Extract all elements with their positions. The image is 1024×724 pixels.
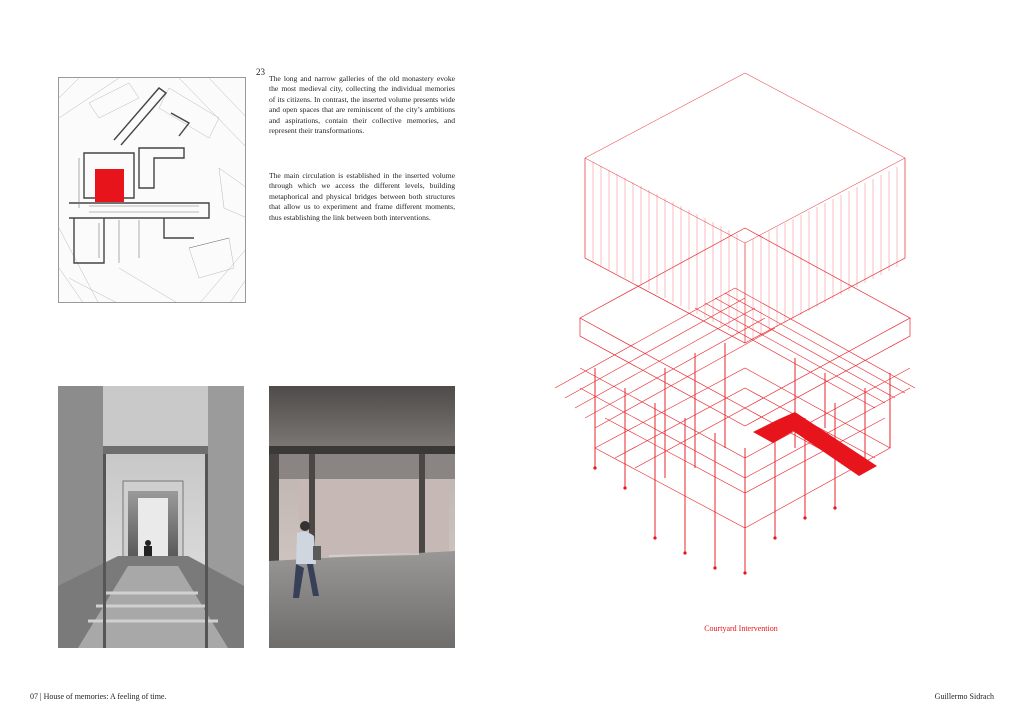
figure-caption	[653, 624, 829, 633]
render-courtyard-drawing	[269, 386, 455, 648]
axonometric-structure-drawing	[545, 68, 925, 588]
interior-render-corridor	[58, 386, 244, 648]
site-plan-drawing	[59, 78, 246, 303]
footer-author: Guillermo Sidrach	[934, 692, 994, 701]
body-paragraph-1: The long and narrow galleries of the old monastery evoke the most medieval city, collecting the individual memories of its citizens. In contrast, the inserted volume presents wide and open spaces that are reminiscent of the city’s ambitions and aspirations, contain their collective memories, and represent their transformations.	[269, 74, 455, 136]
page-number: 23	[256, 67, 265, 77]
figure-caption-text: Courtyard Intervention	[704, 624, 778, 633]
axonometric-structure-svg	[545, 68, 925, 588]
interior-render-courtyard	[269, 386, 455, 648]
body-paragraph-2: The main circulation is established in the inserted volume through which we access the different levels, building metaphorical and physical bridges between both structures that allow us to experiment and frame different moments, thus establishing the link between both interventions.	[269, 171, 455, 222]
footer-title: 07 | House of memories: A feeling of time.	[30, 692, 167, 701]
site-plan-image	[58, 77, 246, 303]
render-corridor-drawing	[58, 386, 244, 648]
courtyard-highlight	[95, 169, 124, 202]
bridge-highlight	[753, 412, 877, 476]
